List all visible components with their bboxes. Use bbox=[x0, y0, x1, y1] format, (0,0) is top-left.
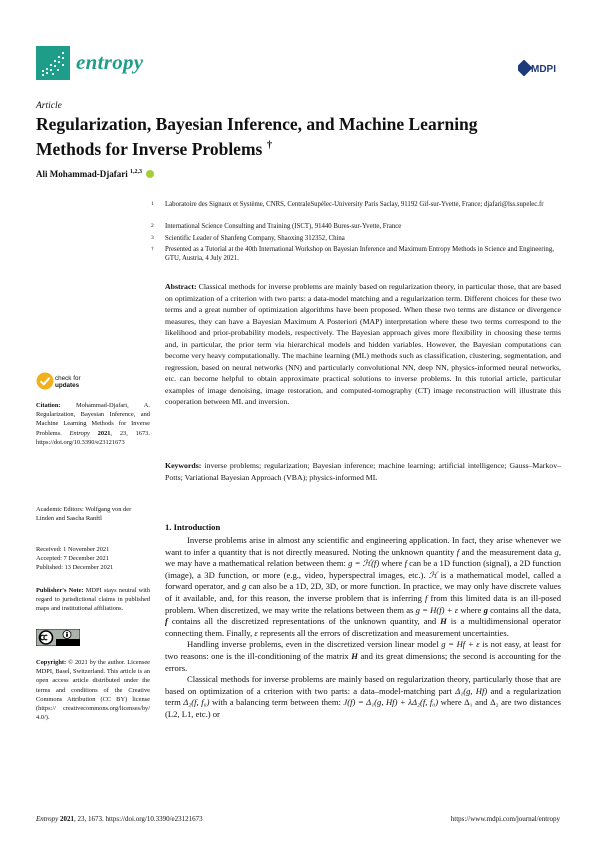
affiliation-note bbox=[151, 245, 555, 263]
keywords-label: Keywords: bbox=[165, 461, 202, 470]
editors-line-2: Linden and Sascha Ranftl bbox=[36, 515, 102, 523]
affiliation-3 bbox=[151, 234, 555, 243]
editors-line-1: Academic Editors: Wolfgang von der bbox=[36, 506, 132, 513]
received-date: Received: 1 November 2021 bbox=[36, 546, 110, 553]
author-affiliation-marks: 1,2,3 bbox=[130, 169, 142, 175]
abstract-text: Classical methods for inverse problems are mainly based on regularization theory, in particular those, that are based on optimization of a criterion with two parts: a data-model matching and a regularization term. Different choices for these two terms and a great number of optimization algorithms have been proposed. When these two terms are distance or divergence measures, they can have a Bayesian Maximum A Posteriori (MAP) interpretation where these two terms correspond to the likelihood and prior-probability models, respectively. The Bayesian approach gives more flexibility in choosing these terms and, in particular, the prior term via hierarchical models and hidden variables. However, the Bayesian computations can become very heavy computationally. The machine learning (ML) methods such as classification, clustering, segmentation, and regression, based on neural networks (NN) and particularly convolutional NN, deep NN, physics-informed neural networks, etc. can become helpful to obtain approximate practical solutions to inverse problems. In this tutorial article, particular examples of image denoising, image restoration, and computed-tomography (CT) image reconstruction will illustrate this cooperation between ML and inversion. bbox=[165, 282, 561, 406]
abstract-label: Abstract: bbox=[165, 282, 197, 291]
mdpi-logo[interactable] bbox=[518, 60, 558, 76]
footer-citation bbox=[36, 815, 203, 823]
academic-editors bbox=[36, 505, 150, 523]
citation-block bbox=[36, 401, 150, 447]
publisher-note bbox=[36, 586, 150, 614]
affiliation-mark: 2 bbox=[151, 223, 154, 229]
article-title-text: Regularization, Bayesian Inference, and Machine Learning Methods for Inverse Problems bbox=[36, 114, 478, 159]
published-date: Published: 13 December 2021 bbox=[36, 564, 114, 572]
equation: g = H(f) + ε bbox=[415, 604, 459, 615]
orcid-icon[interactable] bbox=[146, 170, 154, 178]
footer-journal-link[interactable]: https://www.mdpi.com/journal/entropy bbox=[450, 815, 560, 823]
publisher-note-label: Publisher's Note: bbox=[36, 587, 84, 594]
citation-doi[interactable]: , 23, 1673. https://doi.org/10.3390/e23121673 bbox=[36, 429, 150, 446]
keywords-text: inverse problems; regularization; Bayesian inference; machine learning; artificial intelligence; Gauss–Markov–Potts; Variational Bayesian Approach (VBA); physics-informed ML bbox=[165, 461, 561, 482]
paragraph-2: Handling inverse problems, even in the discretized version linear model g = Hf + ε is not easy, at least for two reasons: one is the ill-conditioning of the matrix H and its great dimensions; the second is accounting for the errors. bbox=[165, 639, 561, 673]
author-line bbox=[36, 169, 154, 179]
article-title bbox=[36, 114, 516, 160]
affiliation-mark: 3 bbox=[151, 235, 154, 241]
citation-journal: Entropy bbox=[69, 429, 90, 437]
equation: Δ₁(g, Hf) bbox=[455, 685, 488, 696]
section-title: 1. Introduction bbox=[165, 522, 221, 532]
author-name[interactable]: Ali Mohammad-Djafari bbox=[36, 169, 128, 179]
check-updates-line1: check for bbox=[55, 375, 81, 382]
journal-logo bbox=[36, 46, 70, 80]
footer-journal: Entropy bbox=[36, 815, 59, 823]
equation: g = Hf + ε bbox=[441, 639, 480, 650]
affiliation-1 bbox=[151, 200, 555, 209]
copyright-text: © 2021 by the author. Licensee MDPI, Basel, Switzerland. This article is an open access article distributed under the terms and conditions of the Creative Commons Attribution (CC BY) license (https:// creativecommons.org/licenses/by/ 4.0/). bbox=[36, 659, 150, 722]
footer-year: 2021 bbox=[60, 815, 75, 823]
accepted-date: Accepted: 7 December 2021 bbox=[36, 555, 109, 563]
check-updates-line2: updates bbox=[55, 382, 80, 389]
mdpi-logo-text: MDPI bbox=[531, 64, 556, 75]
citation-year: 2021 bbox=[97, 429, 111, 437]
abstract bbox=[165, 281, 561, 408]
body-text bbox=[165, 535, 561, 721]
affiliation-text: Scientific Leader of Shanfeng Company, Shaoxing 312352, China bbox=[165, 235, 345, 242]
title-footnote-mark: † bbox=[266, 139, 273, 151]
cc-by-license-icon[interactable] bbox=[36, 629, 80, 646]
affiliation-2 bbox=[151, 222, 555, 231]
equation: Δ₂(f, f₀) bbox=[183, 697, 210, 708]
publisher-note-text: MDPI stays neutral with regard to jurisdictional claims in published maps and institutional affiliations. bbox=[36, 587, 150, 613]
affiliation-text: Presented as a Tutorial at the 40th International Workshop on Bayesian Inference and Maximum Entropy Methods in Science and Engineering, GTU, Austria, 4 July 2021. bbox=[165, 246, 554, 262]
equation: g = ℋ(f) bbox=[348, 558, 380, 569]
journal-name[interactable]: entropy bbox=[76, 50, 144, 74]
affiliation-text: International Science Consulting and Training (ISCT), 91440 Bures-sur-Yvette, France bbox=[165, 223, 402, 230]
citation-text: Mohammad-Djafari, A. Regularization, Bayesian Inference, and Machine Learning Methods for Inverse Problems. bbox=[36, 402, 150, 437]
check-updates-icon bbox=[36, 372, 54, 390]
citation-label: Citation: bbox=[36, 402, 61, 409]
footer-doi-link[interactable]: , 23, 1673. https://doi.org/10.3390/e23121673 bbox=[74, 815, 203, 823]
affiliation-mark: † bbox=[151, 246, 154, 252]
journal-logo-icon bbox=[36, 46, 70, 80]
affiliation-mark: 1 bbox=[151, 201, 154, 207]
keywords bbox=[165, 460, 561, 483]
paragraph-3: Classical methods for inverse problems are mainly based on regularization theory, particularly those that are based on optimization of a criterion with two parts: a data–model-matching part Δ₁(g, Hf) and a regularization term Δ₂(f, f₀) with a balancing term between them: J(f) = Δ₁(g, Hf) + λΔ₂(f, f₀) where Δ₁ and Δ₂ are two distances (L2, L1, etc.) or bbox=[165, 674, 561, 719]
paragraph-1: Inverse problems arise in almost any scientific and engineering application. In fact, they arise whenever we want to infer a quantity that is not directly measured. Noting the unknown quantity f and the measurement data g, we may have a mathematical relation between them: g = ℋ(f) where f can be a 1D function (signal), a 2D function (image), a 3D function, or more (e.g., video, hyperspectral images, etc.). ℋ is a mathematical model, called a forward operator, and g can also be a 1D, 2D, 3D, or more function. In practice, we may only have discrete values of it available, and, for this reason, the inverse problem that is inferring f from this limited data is an ill-posed problem. When discretized, we may write the relations between them as g = H(f) + ε where g contains all the data, f contains all the discretized representations of the unknown quantity, and H is a multidimensional operator connecting them. Finally, ε represents all the errors of discretization and measurement uncertainties. bbox=[165, 535, 561, 638]
copyright-block bbox=[36, 658, 150, 722]
publication-dates bbox=[36, 545, 150, 573]
equation: J(f) = Δ₁(g, Hf) + λΔ₂(f, f₀) bbox=[343, 697, 439, 708]
article-type: Article bbox=[36, 101, 62, 111]
copyright-label: Copyright: bbox=[36, 659, 67, 666]
affiliation-text: Laboratoire des Signaux et Système, CNRS, CentraleSupélec-University Paris Saclay, 91192 Gif-sur-Yvette, France; djafari@lss.supelec.fr bbox=[165, 201, 544, 208]
